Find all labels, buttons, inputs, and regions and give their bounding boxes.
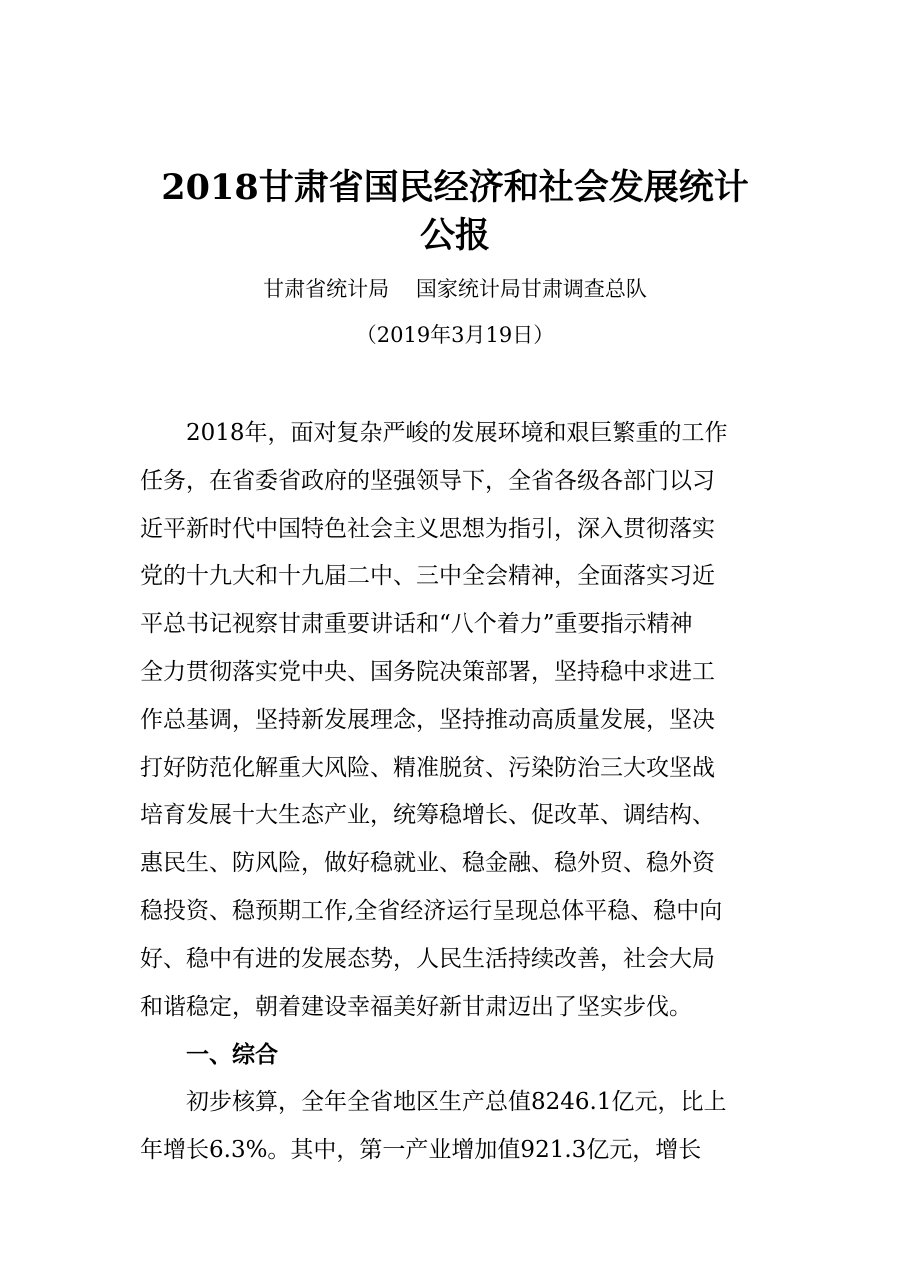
document-title-line-2: 公报 [419, 215, 490, 256]
text-line: 全力贯彻落实党中央、国务院决策部署，坚持稳中求进工 [140, 658, 715, 685]
text-line: 好、稳中有进的发展态势，人民生活持续改善，社会大局 [140, 945, 715, 972]
section-heading: 一、综合 [186, 1041, 278, 1069]
text-line: 平总书记视察甘肃重要讲话和“八个着力”重要指示精神 [140, 611, 693, 638]
text-line: 惠民生、防风险，做好稳就业、稳金融、稳外贸、稳外资 [140, 850, 715, 877]
paragraph-summary [140, 1079, 780, 1175]
text-line: 年增长6.3%。其中，第一产业增加值921.3亿元，增长 [140, 1136, 702, 1163]
text-line: 2018年，面对复杂严峻的发展环境和艰巨繁重的工作 [186, 420, 728, 446]
text-line: 作总基调，坚持新发展理念，坚持推动高质量发展，坚决 [140, 706, 715, 733]
document-body [140, 410, 780, 1175]
document-date: （2019年3月19日） [355, 323, 555, 347]
document-authors: 甘肃省统计局 国家统计局甘肃调查总队 [263, 277, 647, 301]
text-line: 稳投资、稳预期工作,全省经济运行呈现总体平稳、稳中向 [140, 897, 723, 924]
text-line: 党的十九大和十九届二中、三中全会精神，全面落实习近 [140, 563, 715, 590]
text-line: 和谐稳定，朝着建设幸福美好新甘肃迈出了坚实步伐。 [140, 993, 692, 1020]
text-line: 任务，在省委省政府的坚强领导下，全省各级各部门以习 [140, 467, 715, 494]
text-line: 初步核算，全年全省地区生产总值8246.1亿元，比上 [186, 1089, 727, 1116]
document-title-line-1: 2018甘肃省国民经济和社会发展统计 [161, 167, 749, 208]
text-line: 近平新时代中国特色社会主义思想为指引，深入贯彻落实 [140, 515, 715, 542]
text-line: 打好防范化解重大风险、精准脱贫、污染防治三大攻坚战 [140, 754, 715, 781]
text-line: 培育发展十大生态产业，统筹稳增长、促改革、调结构、 [140, 802, 715, 829]
paragraph-intro [140, 410, 780, 1031]
